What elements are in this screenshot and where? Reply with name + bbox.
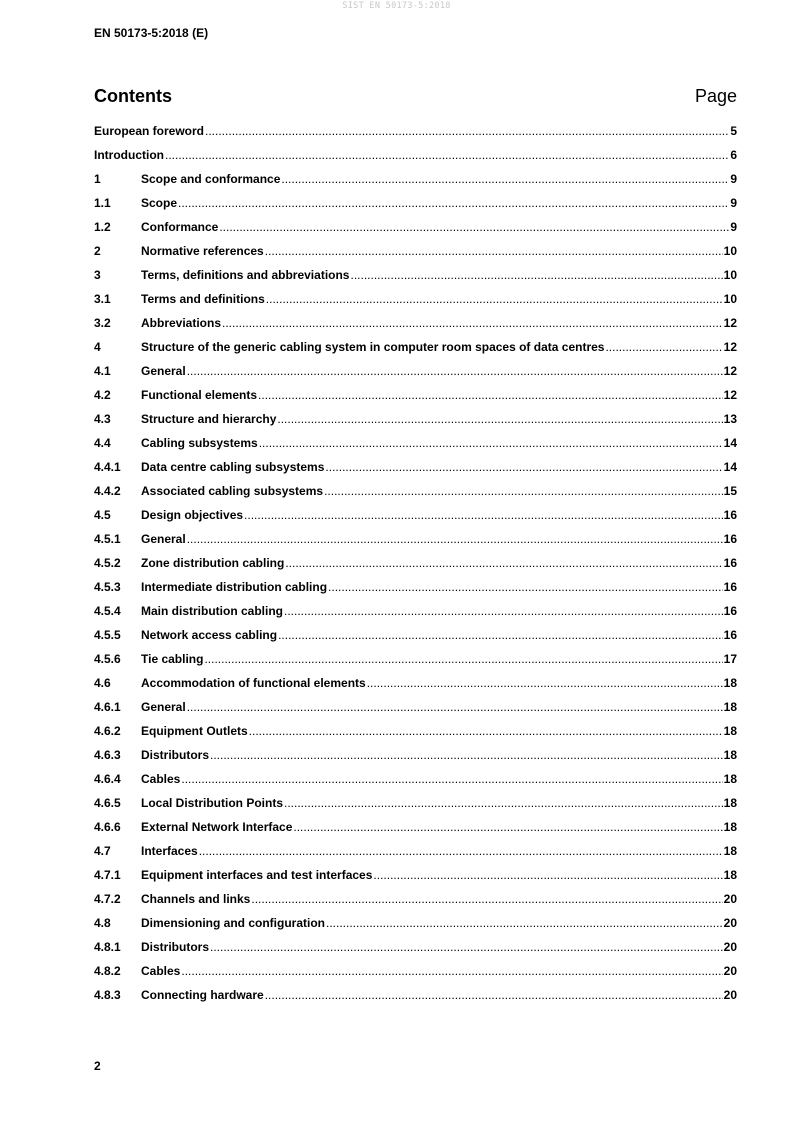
toc-dot-leader bbox=[219, 220, 729, 234]
toc-dot-leader bbox=[326, 916, 723, 930]
toc-entry-title: Equipment Outlets bbox=[141, 724, 248, 738]
toc-dot-leader bbox=[285, 556, 722, 570]
toc-entry-title: Design objectives bbox=[141, 508, 244, 522]
toc-entry[interactable] bbox=[94, 143, 737, 167]
toc-dot-leader bbox=[325, 460, 722, 474]
toc-dot-leader bbox=[324, 484, 723, 498]
page-column-label: Page bbox=[694, 86, 737, 106]
toc-entry[interactable] bbox=[94, 503, 737, 527]
toc-entry-page: 16 bbox=[723, 556, 737, 570]
contents-title: Contents bbox=[94, 86, 172, 106]
toc-entry-page: 18 bbox=[723, 772, 737, 786]
toc-entry-number: 4.8 bbox=[94, 916, 111, 930]
toc-entry-number: 1.2 bbox=[94, 220, 111, 234]
toc-entry-number: 4.7 bbox=[94, 844, 111, 858]
toc-entry-title: Normative references bbox=[141, 244, 264, 258]
toc-entry-number: 4.3 bbox=[94, 412, 111, 426]
toc-entry-title: Tie cabling bbox=[141, 652, 204, 666]
toc-entry[interactable] bbox=[94, 695, 737, 719]
toc-entry-number: 4.6.2 bbox=[94, 724, 121, 738]
toc-dot-leader bbox=[367, 676, 723, 690]
toc-entry-title: Cables bbox=[141, 964, 181, 978]
toc-entry-page: 20 bbox=[723, 940, 737, 954]
toc-entry-title: General bbox=[141, 364, 186, 378]
contents-header bbox=[94, 86, 737, 110]
toc-dot-leader bbox=[284, 604, 723, 618]
toc-entry-page: 18 bbox=[723, 724, 737, 738]
toc-entry[interactable] bbox=[94, 311, 737, 335]
toc-dot-leader bbox=[265, 244, 723, 258]
toc-entry[interactable] bbox=[94, 743, 737, 767]
toc-entry[interactable] bbox=[94, 191, 737, 215]
toc-entry-number: 4.8.1 bbox=[94, 940, 121, 954]
toc-entry-page: 10 bbox=[723, 244, 737, 258]
toc-dot-leader bbox=[265, 988, 723, 1002]
toc-entry-page: 16 bbox=[723, 580, 737, 594]
toc-entry-page: 18 bbox=[723, 844, 737, 858]
toc-entry[interactable] bbox=[94, 599, 737, 623]
toc-entry-number: 4.7.1 bbox=[94, 868, 121, 882]
toc-entry[interactable] bbox=[94, 935, 737, 959]
toc-dot-leader bbox=[199, 844, 723, 858]
toc-dot-leader bbox=[205, 124, 729, 138]
toc-entry-title: Introduction bbox=[94, 148, 164, 162]
toc-entry-page: 5 bbox=[730, 124, 737, 138]
toc-dot-leader bbox=[244, 508, 723, 522]
toc-dot-leader bbox=[284, 796, 723, 810]
toc-dot-leader bbox=[178, 196, 729, 210]
toc-entry[interactable] bbox=[94, 551, 737, 575]
toc-entry-page: 20 bbox=[723, 892, 737, 906]
toc-entry-title: Structure and hierarchy bbox=[141, 412, 277, 426]
toc-entry-page: 20 bbox=[723, 964, 737, 978]
toc-entry[interactable] bbox=[94, 527, 737, 551]
toc-entry-title: Cabling subsystems bbox=[141, 436, 258, 450]
toc-entry-number: 4.6 bbox=[94, 676, 111, 690]
toc-entry-number: 4.5 bbox=[94, 508, 111, 522]
toc-entry-title: Local Distribution Points bbox=[141, 796, 284, 810]
toc-entry-page: 16 bbox=[723, 604, 737, 618]
toc-entry-title: Accommodation of functional elements bbox=[141, 676, 366, 690]
toc-entry-title: Scope and conformance bbox=[141, 172, 281, 186]
toc-entry-number: 1.1 bbox=[94, 196, 111, 210]
toc-entry-number: 4.7.2 bbox=[94, 892, 121, 906]
toc-entry-page: 17 bbox=[723, 652, 737, 666]
toc-entry-title: General bbox=[141, 532, 186, 546]
toc-dot-leader bbox=[210, 748, 723, 762]
toc-entry-page: 16 bbox=[723, 628, 737, 642]
toc-entry[interactable] bbox=[94, 431, 737, 455]
toc-entry-number: 4.6.5 bbox=[94, 796, 121, 810]
toc-entry-number: 4.4.2 bbox=[94, 484, 121, 498]
toc-entry[interactable] bbox=[94, 575, 737, 599]
toc-entry[interactable] bbox=[94, 263, 737, 287]
document-id: EN 50173-5:2018 (E) bbox=[94, 26, 209, 40]
toc-dot-leader bbox=[277, 412, 722, 426]
toc-dot-leader bbox=[249, 724, 723, 738]
toc-entry[interactable] bbox=[94, 767, 737, 791]
toc-dot-leader bbox=[187, 700, 723, 714]
toc-entry-page: 12 bbox=[723, 388, 737, 402]
toc-dot-leader bbox=[187, 532, 723, 546]
toc-dot-leader bbox=[210, 940, 723, 954]
toc-entry[interactable] bbox=[94, 791, 737, 815]
toc-entry-number: 4.6.3 bbox=[94, 748, 121, 762]
toc-dot-leader bbox=[251, 892, 722, 906]
toc-dot-leader bbox=[181, 964, 722, 978]
toc-entry-title: Terms and definitions bbox=[141, 292, 265, 306]
toc-entry[interactable] bbox=[94, 359, 737, 383]
toc-entry-number: 4.5.3 bbox=[94, 580, 121, 594]
toc-entry-page: 18 bbox=[723, 796, 737, 810]
toc-entry-number: 3.2 bbox=[94, 316, 111, 330]
toc-entry-title: External Network Interface bbox=[141, 820, 293, 834]
toc-dot-leader bbox=[278, 628, 723, 642]
toc-entry-number: 4 bbox=[94, 340, 101, 354]
toc-entry-number: 4.6.1 bbox=[94, 700, 121, 714]
toc-entry-title: Associated cabling subsystems bbox=[141, 484, 324, 498]
toc-entry[interactable] bbox=[94, 335, 737, 359]
toc-entry-title: Distributors bbox=[141, 940, 210, 954]
toc-entry-page: 9 bbox=[730, 172, 737, 186]
toc-entry-page: 12 bbox=[723, 340, 737, 354]
toc-entry-title: Scope bbox=[141, 196, 178, 210]
toc-dot-leader bbox=[259, 436, 723, 450]
toc-entry-number: 4.5.5 bbox=[94, 628, 121, 642]
toc-entry-page: 16 bbox=[723, 508, 737, 522]
toc-entry[interactable] bbox=[94, 863, 737, 887]
toc-entry[interactable] bbox=[94, 167, 737, 191]
toc-entry-title: Functional elements bbox=[141, 388, 258, 402]
toc-entry[interactable] bbox=[94, 455, 737, 479]
toc-entry[interactable] bbox=[94, 839, 737, 863]
toc-dot-leader bbox=[266, 292, 723, 306]
toc-dot-leader bbox=[181, 772, 722, 786]
toc-entry[interactable] bbox=[94, 911, 737, 935]
toc-entry[interactable] bbox=[94, 959, 737, 983]
toc-entry-title: Conformance bbox=[141, 220, 219, 234]
toc-entry-number: 4.1 bbox=[94, 364, 111, 378]
toc-entry-title: Intermediate distribution cabling bbox=[141, 580, 328, 594]
toc-entry-number: 4.5.6 bbox=[94, 652, 121, 666]
toc-entry-number: 4.6.6 bbox=[94, 820, 121, 834]
toc-entry-number: 4.8.2 bbox=[94, 964, 121, 978]
toc-entry[interactable] bbox=[94, 983, 737, 1007]
watermark: SIST EN 50173-5:2018 bbox=[342, 1, 451, 11]
toc-dot-leader bbox=[281, 172, 729, 186]
toc-entry-title: Connecting hardware bbox=[141, 988, 264, 1002]
toc-entry-page: 14 bbox=[723, 460, 737, 474]
toc-entry-title: Interfaces bbox=[141, 844, 198, 858]
toc-entry-number: 4.5.4 bbox=[94, 604, 121, 618]
toc-dot-leader bbox=[350, 268, 722, 282]
toc-entry-page: 12 bbox=[723, 364, 737, 378]
toc-entry-number: 4.5.1 bbox=[94, 532, 121, 546]
toc-entry-number: 3.1 bbox=[94, 292, 111, 306]
toc-entry-page: 18 bbox=[723, 820, 737, 834]
toc-entry[interactable] bbox=[94, 287, 737, 311]
toc-entry-page: 16 bbox=[723, 532, 737, 546]
toc-entry-title: Cables bbox=[141, 772, 181, 786]
footer-page-number: 2 bbox=[94, 1059, 101, 1073]
toc-entry-page: 9 bbox=[730, 196, 737, 210]
toc-entry-page: 15 bbox=[723, 484, 737, 498]
toc-dot-leader bbox=[165, 148, 729, 162]
toc-entry-number: 4.5.2 bbox=[94, 556, 121, 570]
toc-entry-number: 4.8.3 bbox=[94, 988, 121, 1002]
toc-entry[interactable] bbox=[94, 623, 737, 647]
toc-dot-leader bbox=[258, 388, 723, 402]
toc-entry-title: Equipment interfaces and test interfaces bbox=[141, 868, 373, 882]
toc-entry[interactable] bbox=[94, 119, 737, 143]
table-of-contents bbox=[94, 119, 737, 1007]
toc-entry-title: Network access cabling bbox=[141, 628, 278, 642]
toc-entry-number: 4.6.4 bbox=[94, 772, 121, 786]
toc-dot-leader bbox=[187, 364, 723, 378]
toc-entry[interactable] bbox=[94, 719, 737, 743]
toc-dot-leader bbox=[605, 340, 722, 354]
toc-entry-number: 4.4.1 bbox=[94, 460, 121, 474]
toc-entry-page: 18 bbox=[723, 748, 737, 762]
toc-entry-number: 3 bbox=[94, 268, 101, 282]
toc-entry[interactable] bbox=[94, 887, 737, 911]
toc-entry-title: Distributors bbox=[141, 748, 210, 762]
toc-entry-page: 10 bbox=[723, 268, 737, 282]
toc-entry-page: 18 bbox=[723, 868, 737, 882]
toc-entry-number: 4.4 bbox=[94, 436, 111, 450]
toc-entry[interactable] bbox=[94, 215, 737, 239]
toc-entry-title: Terms, definitions and abbreviations bbox=[141, 268, 350, 282]
toc-entry-page: 14 bbox=[723, 436, 737, 450]
toc-entry-page: 20 bbox=[723, 988, 737, 1002]
toc-dot-leader bbox=[222, 316, 723, 330]
toc-entry-page: 13 bbox=[723, 412, 737, 426]
toc-dot-leader bbox=[204, 652, 722, 666]
toc-entry-page: 18 bbox=[723, 676, 737, 690]
toc-dot-leader bbox=[373, 868, 722, 882]
toc-entry[interactable] bbox=[94, 671, 737, 695]
toc-entry-title: European foreword bbox=[94, 124, 205, 138]
toc-entry[interactable] bbox=[94, 479, 737, 503]
toc-entry-title: Channels and links bbox=[141, 892, 251, 906]
toc-entry-page: 9 bbox=[730, 220, 737, 234]
toc-entry-title: General bbox=[141, 700, 186, 714]
toc-dot-leader bbox=[293, 820, 722, 834]
toc-entry-page: 20 bbox=[723, 916, 737, 930]
toc-entry-number: 2 bbox=[94, 244, 101, 258]
toc-entry-title: Abbreviations bbox=[141, 316, 222, 330]
toc-entry-title: Data centre cabling subsystems bbox=[141, 460, 325, 474]
toc-entry-number: 1 bbox=[94, 172, 101, 186]
toc-entry[interactable] bbox=[94, 815, 737, 839]
toc-entry-page: 12 bbox=[723, 316, 737, 330]
toc-entry-title: Dimensioning and configuration bbox=[141, 916, 325, 930]
toc-entry[interactable] bbox=[94, 383, 737, 407]
toc-entry-title: Main distribution cabling bbox=[141, 604, 283, 618]
toc-dot-leader bbox=[328, 580, 723, 594]
toc-entry-page: 6 bbox=[730, 148, 737, 162]
toc-entry[interactable] bbox=[94, 239, 737, 263]
toc-entry-page: 18 bbox=[723, 700, 737, 714]
toc-entry[interactable] bbox=[94, 647, 737, 671]
toc-entry-title: Structure of the generic cabling system in computer room spaces of data centres bbox=[141, 340, 605, 354]
toc-entry-page: 10 bbox=[723, 292, 737, 306]
toc-entry[interactable] bbox=[94, 407, 737, 431]
toc-entry-number: 4.2 bbox=[94, 388, 111, 402]
toc-entry-title: Zone distribution cabling bbox=[141, 556, 285, 570]
